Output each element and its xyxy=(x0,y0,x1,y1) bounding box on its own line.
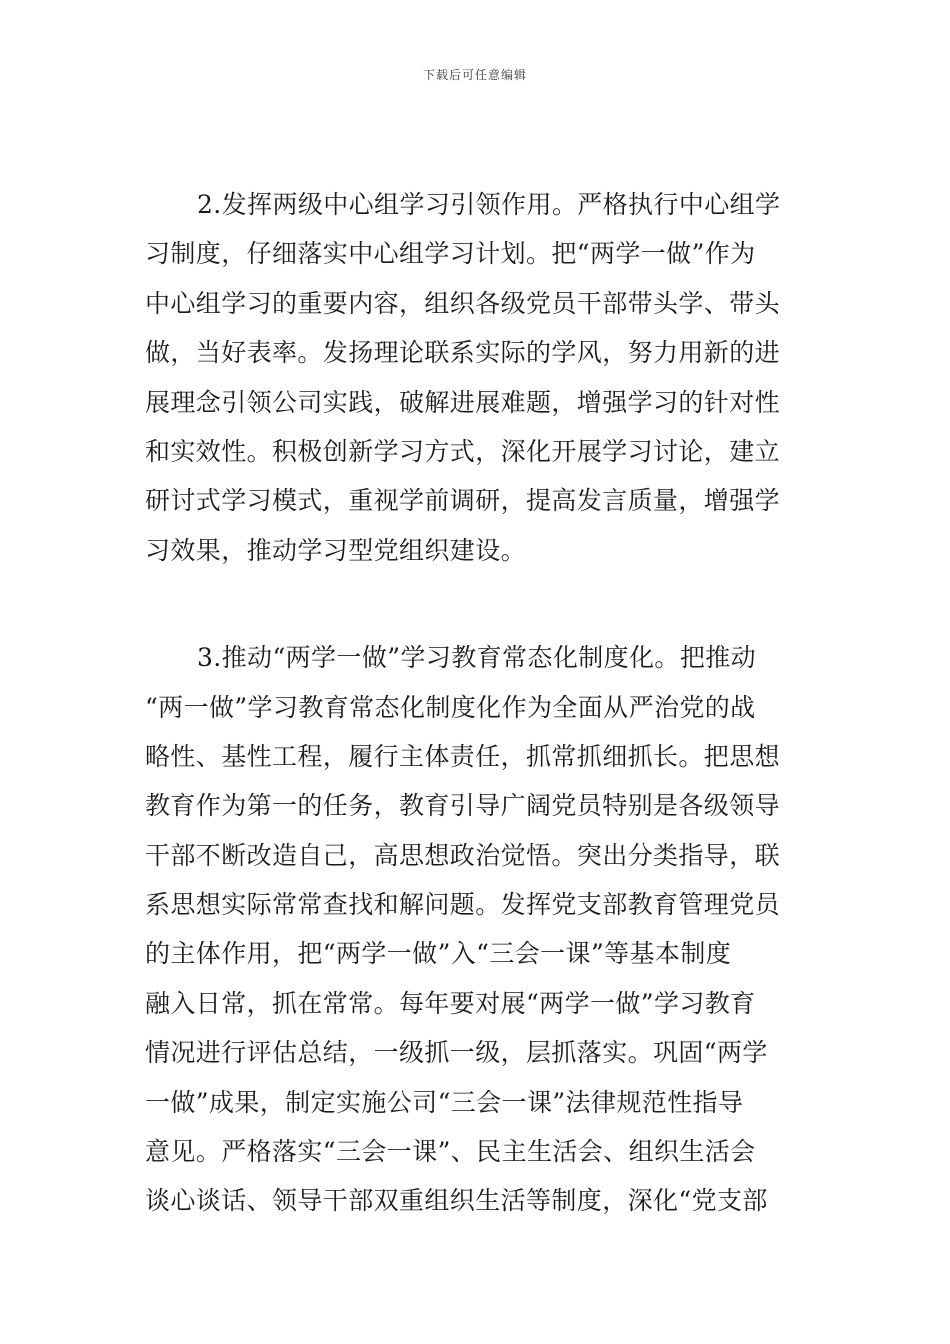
paragraph-line: 习制度，仔细落实中心组学习计划。把“两学一做”作为 xyxy=(145,239,756,269)
paragraph-spacer xyxy=(145,575,810,633)
paragraph-line: 干部不断改造自己，高思想政治觉悟。突出分类指导，联 xyxy=(145,840,781,870)
paragraph-line: 系思想实际常常查找和解问题。发挥党支部教育管理党员 xyxy=(145,890,781,920)
paragraph-line: 做，当好表率。发扬理论联系实际的学风，努力用新的进 xyxy=(145,338,781,368)
paragraph-line: 意见。严格落实“三会一课”、民主生活会、组织生活会 xyxy=(145,1137,756,1167)
paragraph-line: 教育作为第一的任务，教育引导广阔党员特别是各级领导 xyxy=(145,791,781,821)
paragraph-line: 中心组学习的重要内容，组织各级党员干部带头学、带头 xyxy=(145,288,781,318)
paragraph-3 xyxy=(145,633,810,1226)
paragraph-line: 融入日常，抓在常常。每年要对展“两学一做”学习教育 xyxy=(145,988,756,1018)
paragraph-line: 谈心谈话、领导干部双重组织生活等制度，深化“党支部 xyxy=(145,1186,768,1216)
paragraph-line: 2.发挥两级中心组学习引领作用。严格执行中心组学 xyxy=(197,190,781,219)
paragraph-line: 和实效性。积极创新学习方式，深化开展学习讨论，建立 xyxy=(145,436,781,466)
paragraph-line: 情况进行评估总结，一级抓一级，层抓落实。巩固“两学 xyxy=(145,1038,768,1068)
paragraph-line: 习效果，推动学习型党组织建设。 xyxy=(145,535,527,565)
paragraph-line: 3.推动“两学一做”学习教育常态化制度化。把推动 xyxy=(197,643,757,673)
paragraph-line: 研讨式学习模式，重视学前调研，提高发言质量，增强学 xyxy=(145,486,781,516)
paragraph-line: “两一做”学习教育常态化制度化作为全面从严治党的战 xyxy=(145,692,756,722)
paragraph-line: 的主体作用，把“两学一做”入“三会一课”等基本制度 xyxy=(145,939,732,969)
page-header: 下载后可任意编辑 xyxy=(422,68,527,82)
paragraph-line: 略性、基性工程，履行主体责任，抓常抓细抓长。把思想 xyxy=(145,741,781,771)
paragraph-2 xyxy=(145,180,810,575)
paragraph-line: 展理念引领公司实践，破解进展难题，增强学习的针对性 xyxy=(145,387,781,417)
document-body xyxy=(145,180,810,1226)
paragraph-line: 一做”成果，制定实施公司“三会一课”法律规范性指导 xyxy=(145,1087,744,1117)
